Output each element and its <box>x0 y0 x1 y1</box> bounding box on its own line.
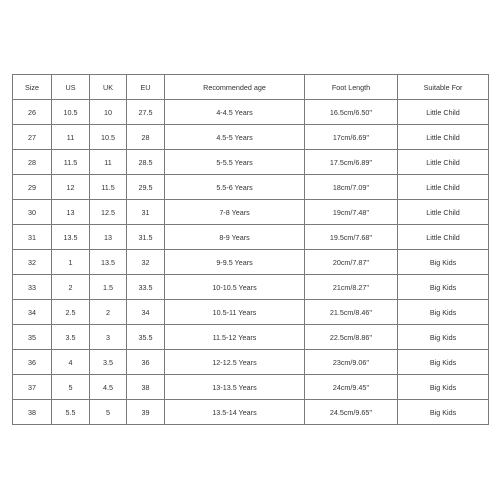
header-recommended-age: Recommended age <box>165 75 305 100</box>
cell-foot-length: 19cm/7.48'' <box>305 200 398 225</box>
table-header <box>13 75 489 100</box>
cell-us: 11 <box>52 125 90 150</box>
cell-suitable-for: Big Kids <box>398 300 489 325</box>
cell-size: 36 <box>13 350 52 375</box>
cell-suitable-for: Big Kids <box>398 250 489 275</box>
cell-recommended-age: 13-13.5 Years <box>165 375 305 400</box>
cell-us: 13 <box>52 200 90 225</box>
size-chart-container <box>12 74 488 425</box>
cell-suitable-for: Big Kids <box>398 350 489 375</box>
cell-us: 1 <box>52 250 90 275</box>
cell-us: 2.5 <box>52 300 90 325</box>
cell-uk: 4.5 <box>90 375 127 400</box>
cell-suitable-for: Big Kids <box>398 400 489 425</box>
cell-eu: 27.5 <box>127 100 165 125</box>
table-row <box>13 225 489 250</box>
cell-eu: 35.5 <box>127 325 165 350</box>
cell-uk: 10 <box>90 100 127 125</box>
cell-suitable-for: Big Kids <box>398 275 489 300</box>
cell-eu: 31 <box>127 200 165 225</box>
cell-eu: 29.5 <box>127 175 165 200</box>
cell-size: 34 <box>13 300 52 325</box>
cell-foot-length: 22.5cm/8.86'' <box>305 325 398 350</box>
table-body <box>13 100 489 425</box>
cell-uk: 13 <box>90 225 127 250</box>
cell-size: 37 <box>13 375 52 400</box>
cell-size: 29 <box>13 175 52 200</box>
cell-suitable-for: Little Child <box>398 175 489 200</box>
cell-recommended-age: 10-10.5 Years <box>165 275 305 300</box>
table-row <box>13 400 489 425</box>
size-chart-table <box>12 74 489 425</box>
cell-eu: 32 <box>127 250 165 275</box>
cell-uk: 10.5 <box>90 125 127 150</box>
cell-size: 35 <box>13 325 52 350</box>
cell-recommended-age: 13.5-14 Years <box>165 400 305 425</box>
cell-recommended-age: 4-4.5 Years <box>165 100 305 125</box>
cell-size: 28 <box>13 150 52 175</box>
cell-suitable-for: Big Kids <box>398 325 489 350</box>
header-eu: EU <box>127 75 165 100</box>
table-row <box>13 100 489 125</box>
header-foot-length: Foot Length <box>305 75 398 100</box>
cell-eu: 28 <box>127 125 165 150</box>
cell-foot-length: 23cm/9.06'' <box>305 350 398 375</box>
cell-uk: 13.5 <box>90 250 127 275</box>
cell-us: 10.5 <box>52 100 90 125</box>
cell-size: 31 <box>13 225 52 250</box>
table-row <box>13 300 489 325</box>
cell-uk: 2 <box>90 300 127 325</box>
cell-uk: 3 <box>90 325 127 350</box>
cell-uk: 11.5 <box>90 175 127 200</box>
cell-foot-length: 18cm/7.09'' <box>305 175 398 200</box>
cell-foot-length: 16.5cm/6.50'' <box>305 100 398 125</box>
cell-suitable-for: Little Child <box>398 200 489 225</box>
cell-foot-length: 21cm/8.27'' <box>305 275 398 300</box>
cell-uk: 3.5 <box>90 350 127 375</box>
cell-foot-length: 20cm/7.87'' <box>305 250 398 275</box>
cell-us: 3.5 <box>52 325 90 350</box>
cell-recommended-age: 11.5-12 Years <box>165 325 305 350</box>
cell-uk: 11 <box>90 150 127 175</box>
cell-foot-length: 21.5cm/8.46'' <box>305 300 398 325</box>
cell-foot-length: 24.5cm/9.65'' <box>305 400 398 425</box>
cell-foot-length: 19.5cm/7.68'' <box>305 225 398 250</box>
header-row <box>13 75 489 100</box>
cell-recommended-age: 9-9.5 Years <box>165 250 305 275</box>
cell-recommended-age: 5-5.5 Years <box>165 150 305 175</box>
cell-suitable-for: Little Child <box>398 125 489 150</box>
cell-recommended-age: 5.5-6 Years <box>165 175 305 200</box>
cell-us: 11.5 <box>52 150 90 175</box>
table-row <box>13 175 489 200</box>
cell-size: 26 <box>13 100 52 125</box>
header-suitable-for: Suitable For <box>398 75 489 100</box>
cell-size: 32 <box>13 250 52 275</box>
cell-size: 33 <box>13 275 52 300</box>
cell-foot-length: 24cm/9.45'' <box>305 375 398 400</box>
cell-us: 12 <box>52 175 90 200</box>
cell-us: 5.5 <box>52 400 90 425</box>
cell-eu: 39 <box>127 400 165 425</box>
table-row <box>13 200 489 225</box>
cell-recommended-age: 4.5-5 Years <box>165 125 305 150</box>
cell-foot-length: 17cm/6.69'' <box>305 125 398 150</box>
cell-suitable-for: Big Kids <box>398 375 489 400</box>
cell-eu: 33.5 <box>127 275 165 300</box>
cell-eu: 36 <box>127 350 165 375</box>
cell-uk: 1.5 <box>90 275 127 300</box>
cell-us: 4 <box>52 350 90 375</box>
cell-uk: 12.5 <box>90 200 127 225</box>
table-row <box>13 150 489 175</box>
cell-us: 13.5 <box>52 225 90 250</box>
cell-us: 2 <box>52 275 90 300</box>
cell-size: 27 <box>13 125 52 150</box>
header-size: Size <box>13 75 52 100</box>
table-row <box>13 375 489 400</box>
cell-eu: 31.5 <box>127 225 165 250</box>
header-uk: UK <box>90 75 127 100</box>
cell-suitable-for: Little Child <box>398 100 489 125</box>
cell-foot-length: 17.5cm/6.89'' <box>305 150 398 175</box>
table-row <box>13 250 489 275</box>
cell-recommended-age: 10.5-11 Years <box>165 300 305 325</box>
table-row <box>13 125 489 150</box>
cell-us: 5 <box>52 375 90 400</box>
table-row <box>13 275 489 300</box>
cell-size: 38 <box>13 400 52 425</box>
cell-recommended-age: 8-9 Years <box>165 225 305 250</box>
header-us: US <box>52 75 90 100</box>
cell-suitable-for: Little Child <box>398 225 489 250</box>
cell-eu: 28.5 <box>127 150 165 175</box>
table-row <box>13 325 489 350</box>
cell-recommended-age: 12-12.5 Years <box>165 350 305 375</box>
cell-uk: 5 <box>90 400 127 425</box>
cell-eu: 34 <box>127 300 165 325</box>
table-row <box>13 350 489 375</box>
cell-size: 30 <box>13 200 52 225</box>
cell-suitable-for: Little Child <box>398 150 489 175</box>
cell-eu: 38 <box>127 375 165 400</box>
cell-recommended-age: 7-8 Years <box>165 200 305 225</box>
